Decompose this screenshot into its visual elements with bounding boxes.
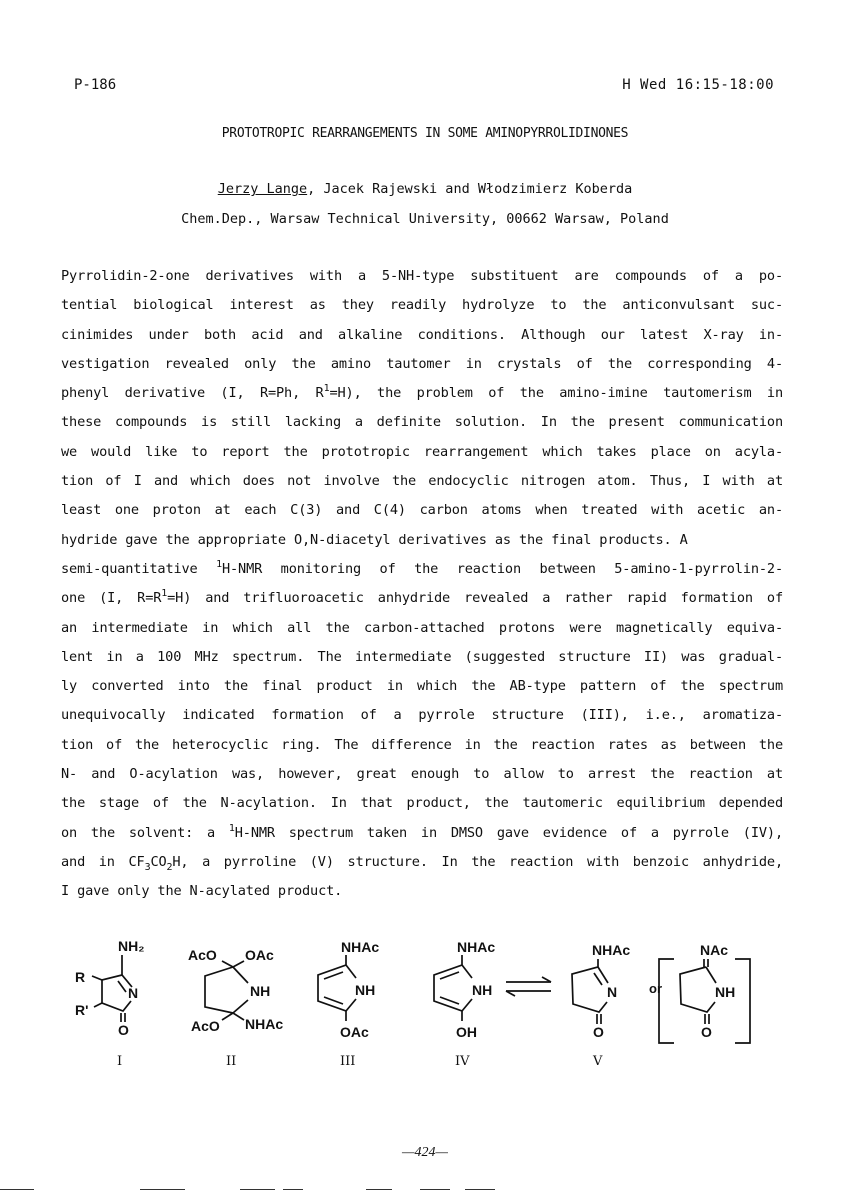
text-run: H-NMR spectrum taken in DMSO gave evidence of a pyrrole (IV), bbox=[234, 824, 783, 841]
text-run: H-NMR monitoring of the reaction between 5-amino-1-pyrrolin-2- bbox=[221, 560, 783, 577]
text-run: semi-quantitative bbox=[61, 560, 217, 577]
group-label: NH bbox=[250, 983, 271, 999]
group-label: R' bbox=[75, 1002, 89, 1018]
bond bbox=[92, 975, 132, 987]
group-label: NHAc bbox=[457, 939, 496, 955]
body-line: least one proton at each C(3) and C(4) carbon atoms when treated with acetic an- bbox=[61, 502, 783, 519]
scan-artifact-line bbox=[0, 1189, 34, 1190]
compound-iii bbox=[318, 939, 379, 1069]
compound-v bbox=[572, 942, 630, 1069]
paper-title: PROTOTROPIC REARRANGEMENTS IN SOME AMINOPYRROLIDINONES bbox=[221, 126, 629, 141]
group-label: NHAc bbox=[341, 939, 380, 955]
group-label: N bbox=[128, 985, 139, 1001]
bond bbox=[462, 999, 472, 1011]
subscript: 2 bbox=[166, 861, 173, 873]
group-label: NHAc bbox=[245, 1016, 284, 1032]
text-run: one (I, R=R bbox=[61, 590, 162, 607]
scan-artifact-line bbox=[240, 1189, 275, 1190]
bond bbox=[233, 1000, 248, 1013]
or-text: or bbox=[649, 981, 662, 996]
bond bbox=[222, 961, 233, 967]
bond bbox=[233, 1013, 244, 1020]
page-number: —424— bbox=[402, 1145, 448, 1160]
superscript: 1 bbox=[216, 558, 222, 570]
superscript: 1 bbox=[228, 822, 235, 834]
body-line bbox=[61, 819, 783, 848]
bond bbox=[706, 967, 716, 983]
body-line bbox=[61, 555, 783, 584]
bond bbox=[233, 961, 244, 967]
compound-i bbox=[75, 938, 144, 1069]
group-label: NHAc bbox=[592, 942, 631, 958]
body-line: we would like to report the prototropic rearrangement which takes place on acyla- bbox=[61, 443, 783, 460]
group-label: OAc bbox=[340, 1024, 369, 1040]
author-list bbox=[0, 181, 850, 197]
group-label: NH₂ bbox=[118, 938, 145, 954]
scan-artifact-line bbox=[465, 1189, 495, 1190]
double-bond bbox=[324, 997, 343, 1004]
body-line: unequivocally indicated formation of a pyrrole structure (III), i.e., aromatiza- bbox=[61, 707, 783, 724]
scan-artifact-line bbox=[140, 1189, 185, 1190]
compound-label: V bbox=[593, 1054, 603, 1069]
compound-label: III bbox=[340, 1054, 356, 1069]
group-label: O bbox=[593, 1024, 604, 1040]
body-line bbox=[61, 848, 783, 877]
compound-iv bbox=[434, 939, 495, 1069]
group-label: OH bbox=[456, 1024, 477, 1040]
text-run: =H), the problem of the amino-imine tautomerism in bbox=[329, 385, 783, 402]
scan-artifact-line bbox=[366, 1189, 392, 1190]
bond bbox=[205, 967, 233, 1013]
body-line: tion of the heterocyclic ring. The difference in the reaction rates as between the bbox=[61, 736, 783, 753]
scan-artifact-line bbox=[283, 1189, 303, 1190]
bond bbox=[572, 959, 607, 1012]
group-label: O bbox=[701, 1024, 712, 1040]
reaction-scheme bbox=[0, 925, 850, 1085]
body-line: these compounds is still lacking a definite solution. In the present communication bbox=[61, 414, 783, 431]
bond bbox=[222, 1013, 233, 1020]
double-bond bbox=[594, 973, 602, 985]
body-line: vestigation revealed only the amino tautomer in crystals of the corresponding 4- bbox=[61, 355, 783, 372]
text-run: phenyl derivative (I, R=Ph, R bbox=[61, 385, 324, 402]
group-label: NH bbox=[472, 982, 493, 998]
body-line: Pyrrolidin-2-one derivatives with a 5-NH-type substituent are compounds of a po- bbox=[61, 268, 783, 284]
text-run: CO bbox=[150, 853, 167, 870]
double-bond bbox=[118, 981, 126, 992]
text-run: =H) and trifluoroacetic anhydride revealed a rather rapid formation of bbox=[167, 590, 783, 607]
superscript: 1 bbox=[161, 588, 168, 600]
poster-id: P-186 bbox=[74, 77, 117, 93]
body-line: hydride gave the appropriate O,N-diacetyl derivatives as the final products. A bbox=[61, 531, 688, 548]
abstract-body bbox=[61, 262, 783, 907]
group-label: O bbox=[118, 1022, 129, 1038]
bond bbox=[102, 980, 131, 1011]
bond bbox=[346, 965, 356, 978]
co-authors: , Jacek Rajewski and Włodzimierz Koberda bbox=[307, 181, 633, 197]
compound-ii bbox=[188, 947, 283, 1069]
body-line: the stage of the N-acylation. In that product, the tautomeric equilibrium depended bbox=[61, 795, 783, 812]
presenting-author: Jerzy Lange bbox=[217, 181, 308, 197]
compound-v-alt bbox=[659, 942, 750, 1043]
bracket-left bbox=[659, 959, 674, 1043]
bracket-right bbox=[735, 959, 750, 1043]
text-run: on the solvent: a bbox=[61, 824, 229, 841]
compound-label: I bbox=[117, 1054, 123, 1069]
group-label: AcO bbox=[191, 1018, 220, 1034]
body-line: an intermediate in which all the carbon-attached protons were magnetically equiva- bbox=[61, 619, 783, 636]
body-line: cinimides under both acid and alkaline conditions. Although our latest X-ray in- bbox=[61, 326, 783, 343]
body-line: lent in a 100 MHz spectrum. The intermediate (suggested structure II) was gradual- bbox=[61, 648, 783, 665]
body-line: I gave only the N-acylated product. bbox=[61, 883, 343, 900]
group-label: NAc bbox=[700, 942, 729, 958]
body-line: ly converted into the final product in which the AB-type pattern of the spectrum bbox=[61, 678, 783, 695]
body-line bbox=[61, 379, 783, 408]
group-label: NH bbox=[355, 982, 376, 998]
double-bond bbox=[440, 997, 459, 1004]
session-time: H Wed 16:15-18:00 bbox=[622, 77, 774, 93]
equilibrium-arrows-icon bbox=[506, 977, 551, 996]
group-label: OAc bbox=[245, 947, 274, 963]
bond bbox=[94, 1003, 102, 1007]
double-bond bbox=[324, 972, 343, 979]
affiliation: Chem.Dep., Warsaw Technical University, 00662 Warsaw, Poland bbox=[181, 211, 669, 227]
bond bbox=[233, 967, 248, 983]
compound-label: II bbox=[226, 1054, 237, 1069]
superscript: 1 bbox=[323, 383, 330, 395]
group-label: R bbox=[75, 969, 86, 985]
double-bond bbox=[440, 972, 459, 979]
body-line: tion of I and which does not involve the endocyclic nitrogen atom. Thus, I with at bbox=[61, 473, 783, 490]
group-label: NH bbox=[715, 984, 736, 1000]
body-line: N- and O-acylation was, however, great enough to allow to arrest the reaction at bbox=[61, 766, 783, 783]
compound-label: IV bbox=[455, 1054, 470, 1069]
bond bbox=[318, 955, 346, 1021]
bond bbox=[462, 965, 472, 978]
scan-artifact-line bbox=[420, 1189, 450, 1190]
bond bbox=[346, 999, 356, 1011]
group-label: N bbox=[607, 984, 618, 1000]
body-line bbox=[61, 584, 783, 613]
text-run: and in CF bbox=[61, 853, 145, 870]
body-line: tential biological interest as they readily hydrolyze to the anticonvulsant suc- bbox=[61, 297, 783, 314]
text-run: H, a pyrroline (V) structure. In the reaction with benzoic anhydride, bbox=[172, 853, 783, 870]
bond bbox=[434, 955, 462, 1021]
group-label: AcO bbox=[188, 947, 217, 963]
subscript: 3 bbox=[144, 861, 151, 873]
